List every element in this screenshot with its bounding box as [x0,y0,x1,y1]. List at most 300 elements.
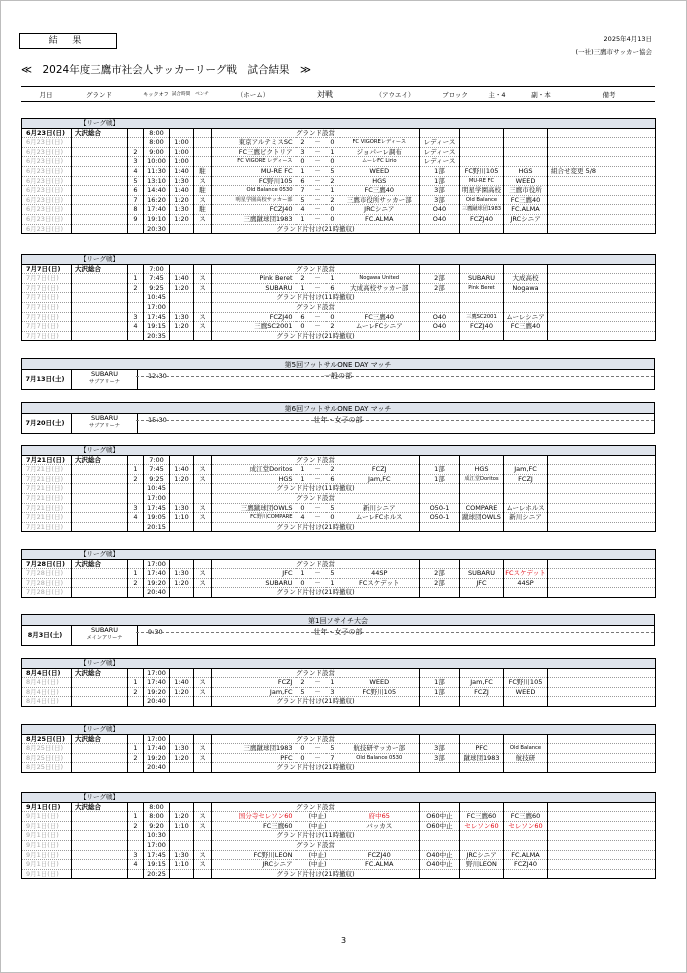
league-match-table [21,445,656,532]
bench-side: ス [194,176,212,186]
away-team: バッカス [366,821,393,830]
schedule-note: グランド設営 [212,668,420,678]
match-date: 8月4日(日) [26,687,59,696]
schedule-note: グランド片付け(11時撤収) [212,293,420,303]
away-team: Jam,FC [367,474,391,483]
schedule-row [22,293,656,303]
kickoff-time: 17:40 [144,205,170,215]
match-number: 1 [128,569,144,579]
kickoff-time: 8:00 [144,802,170,812]
match-number: 6 [128,186,144,196]
event-division: 壮年・女子の部 [313,628,363,636]
remarks [548,522,656,532]
away-team: 大成高校サッカー部 [350,283,409,292]
away-team: 府中65 [368,812,390,821]
bench-side [194,147,212,157]
block-division [420,331,460,341]
match-date: 7月7日(日) [26,264,61,273]
match-duration [170,484,194,494]
away-team: JRCシニア [364,205,395,214]
kickoff-time: 9:00 [144,147,170,157]
match-duration [170,734,194,744]
block-division: 1部 [420,687,460,697]
referee-assistant: 大成高校 [504,274,548,284]
match-duration [170,869,194,879]
home-team: FC野川COMPARE [212,513,296,523]
match-number [128,697,144,707]
block-division: 1部 [420,176,460,186]
home-team: PFC [212,753,296,763]
referee-chief: Old Balance [460,195,504,205]
away-team: FC.ALMA [365,214,394,223]
event-time: 9:30 [148,628,163,636]
ground-name [72,157,128,167]
bench-side: ス [194,812,212,822]
block-division [420,802,460,812]
score-dash: － [314,214,321,223]
match-duration [170,588,194,598]
remarks [548,195,656,205]
schedule-row [22,224,656,234]
kickoff-time: 19:15 [144,860,170,870]
bench-side [194,588,212,598]
block-division [420,302,460,312]
block-division [420,493,460,503]
block-division: レディース [420,157,460,167]
bench-side [194,734,212,744]
block-division: レディース [420,138,460,148]
remarks [548,668,656,678]
league-match-table [21,792,656,879]
match-duration [170,668,194,678]
remarks [548,744,656,754]
match-status: (中止) [308,850,327,859]
league-match-table [21,724,656,773]
match-duration: 1:20 [170,195,194,205]
kickoff-time: 20:40 [144,763,170,773]
ground-name [72,322,128,332]
kickoff-time: 7:00 [144,455,170,465]
bench-side [194,802,212,812]
referee-assistant: 航技研 [504,753,548,763]
schedule-note: グランド設営 [212,840,420,850]
match-number: 4 [128,860,144,870]
match-number [128,128,144,138]
away-score: 2 [330,322,335,331]
bench-side: ス [194,214,212,224]
referee-chief: SUBARU [460,569,504,579]
referee-assistant: FC.ALMA [504,850,548,860]
referee-assistant [504,331,548,341]
referee-assistant: FC野川105 [504,678,548,688]
block-division [420,763,460,773]
remarks [548,283,656,293]
referee-assistant [504,157,548,167]
home-team: 成江堂Doritos [212,465,296,475]
block-division: 3部 [420,753,460,763]
away-score: 0 [330,312,335,321]
match-number: 5 [128,176,144,186]
venue-sub: サブアリーナ [89,423,120,429]
bench-side [194,763,212,773]
ground-name [72,195,128,205]
col-versus: 対戦 [295,87,355,102]
ground-name [72,474,128,484]
kickoff-time: 17:00 [144,840,170,850]
match-number [128,559,144,569]
block-division: 3部 [420,186,460,196]
match-row [22,753,656,763]
kickoff-time: 19:20 [144,578,170,588]
away-score: 2 [330,465,335,474]
referee-chief: COMPARE [460,503,504,513]
block-division [420,484,460,494]
block-division: O40中止 [420,850,460,860]
schedule-note: グランド片付け(11時撤収) [212,484,420,494]
schedule-note: グランド片付け(11時撤収) [212,831,420,841]
match-row [22,322,656,332]
event-row [21,626,655,646]
match-duration: 1:20 [170,687,194,697]
venue-name: SUBARU [90,370,119,378]
match-duration: 1:10 [170,821,194,831]
referee-chief [460,734,504,744]
referee-assistant: FCZJ [504,474,548,484]
match-row [22,474,656,484]
home-score: 6 [300,312,305,321]
match-number: 1 [128,465,144,475]
remarks [548,484,656,494]
league-match-table [21,549,656,598]
block-division: レディース [420,147,460,157]
referee-chief: 成江堂Doritos [460,474,504,484]
referee-chief: FC三鷹60 [460,812,504,822]
remarks [548,734,656,744]
remarks [548,138,656,148]
block-division: O40 [420,205,460,215]
referee-assistant [504,697,548,707]
bench-side [194,559,212,569]
block-division [420,455,460,465]
schedule-row [22,264,656,274]
ground-name [72,697,128,707]
match-number [128,802,144,812]
match-row [22,821,656,831]
match-number [128,455,144,465]
ground-name [72,503,128,513]
home-team: Old Balance 0530 [212,186,296,196]
away-score: 1 [330,678,335,687]
referee-chief: FCZJ40 [460,322,504,332]
match-duration: 1:30 [170,569,194,579]
home-score: 4 [300,205,305,214]
referee-assistant: FC.ALMA [504,205,548,215]
event-row [21,370,655,390]
match-duration: 1:20 [170,812,194,822]
ground-name [72,205,128,215]
referee-assistant: FC三鷹40 [504,195,548,205]
match-date: 7月21日(日) [26,474,63,483]
home-score: 0 [300,503,305,512]
referee-assistant: Old Balance [504,744,548,754]
ground-name [72,753,128,763]
league-match-table [21,254,656,341]
match-row [22,812,656,822]
referee-assistant: 44SP [504,578,548,588]
col-blank [127,87,143,102]
match-duration: 1:40 [170,465,194,475]
score-dash: － [314,687,321,696]
block-division [420,264,460,274]
away-team: FC VIGOREレディース [352,139,407,146]
block-division: O40 [420,322,460,332]
home-team: SUBARU [212,283,296,293]
schedule-row [22,302,656,312]
ground-name [72,578,128,588]
kickoff-time: 14:40 [144,186,170,196]
referee-assistant [504,668,548,678]
bench-side: ス [194,465,212,475]
kickoff-time: 20:40 [144,697,170,707]
remarks [548,821,656,831]
referee-assistant: Nogawa [504,283,548,293]
block-division: 2部 [420,283,460,293]
ground-name: 大沢総合 [72,559,128,569]
referee-assistant [504,302,548,312]
venue-name: SUBARU [90,626,119,634]
remarks [548,312,656,322]
referee-chief [460,147,504,157]
bench-side: ス [194,312,212,322]
kickoff-time: 20:40 [144,588,170,598]
match-number: 2 [128,753,144,763]
match-date: 7月21日(日) [26,455,66,464]
score-dash: － [314,744,321,753]
venue-sub: メインアリーナ [86,635,123,641]
block-division [420,522,460,532]
match-number: 3 [128,312,144,322]
match-number [128,302,144,312]
block-division: O60中止 [420,812,460,822]
bench-side: ス [194,678,212,688]
match-row [22,503,656,513]
schedule-note: グランド設営 [212,128,420,138]
bench-side: ス [194,195,212,205]
referee-assistant: FCZJ40 [504,860,548,870]
match-duration: 1:30 [170,850,194,860]
away-team: WEED [369,678,390,687]
match-date: 7月7日(日) [26,283,59,292]
remarks [548,831,656,841]
referee-chief [460,128,504,138]
schedule-note: グランド片付け(21時撤収) [212,869,420,879]
bench-side: ス [194,283,212,293]
referee-assistant: HGS [504,166,548,176]
away-score: 1 [330,578,335,587]
referee-chief: HGS [460,465,504,475]
bench-side [194,128,212,138]
referee-chief [460,802,504,812]
away-team: 三鷹市役所サッカー部 [346,195,412,204]
block-division [420,840,460,850]
schedule-note: グランド設営 [212,559,420,569]
referee-assistant: セレソン60 [504,821,548,831]
remarks [548,588,656,598]
block-division [420,697,460,707]
score-dash: － [314,176,321,185]
away-team: WEED [369,166,390,175]
match-duration: 1:00 [170,157,194,167]
referee-chief: FCZJ [460,687,504,697]
home-team: 三鷹蹴球団1983 [212,214,296,224]
home-score: 7 [300,186,305,195]
remarks [548,812,656,822]
match-number: 9 [128,214,144,224]
referee-chief: 三鷹蹴球団1983 [460,205,504,215]
match-row [22,274,656,284]
home-score: 3 [300,147,305,156]
match-row [22,678,656,688]
away-score: 2 [330,176,335,185]
block-division: O40中止 [420,860,460,870]
referee-assistant [504,588,548,598]
kickoff-time: 17:00 [144,734,170,744]
referee-assistant: 新川シニア [504,513,548,523]
home-score: 2 [300,138,305,147]
remarks: 組合せ変更 5/8 [548,166,656,176]
home-score: 1 [300,465,305,474]
event-title-band: 第5回フットサルONE DAY マッチ [21,358,655,370]
referee-assistant [504,484,548,494]
referee-chief [460,522,504,532]
schedule-row [22,455,656,465]
match-duration: 1:20 [170,214,194,224]
home-score: 0 [300,322,305,331]
referee-assistant [504,559,548,569]
remarks [548,205,656,215]
home-team: FC野川105 [212,176,296,186]
match-date: 6月23日(日) [26,128,66,137]
ground-name [72,493,128,503]
ground-name [72,484,128,494]
column-header-row [21,86,655,102]
bench-side: ス [194,860,212,870]
referee-chief [460,559,504,569]
score-dash: － [314,569,321,578]
referee-chief [460,138,504,148]
match-date: 7月28日(日) [26,588,63,597]
match-number: 2 [128,283,144,293]
event-date: 8月3日(土) [27,631,63,639]
match-duration: 1:30 [170,176,194,186]
bench-side: ス [194,503,212,513]
referee-chief [460,302,504,312]
schedule-row [22,484,656,494]
match-row [22,465,656,475]
section-label: 【リーグ戦】 [22,659,656,669]
remarks [548,753,656,763]
score-dash: － [314,465,321,474]
away-team: 44SP [371,569,388,578]
match-number: 4 [128,513,144,523]
venue-name: SUBARU [90,414,119,422]
block-division: O40 [420,312,460,322]
match-date: 7月7日(日) [26,331,59,340]
ground-name [72,312,128,322]
match-row [22,283,656,293]
referee-chief: セレソン60 [460,821,504,831]
ground-name [72,331,128,341]
referee-chief [460,484,504,494]
bench-side [194,264,212,274]
ground-name [72,860,128,870]
match-date: 8月25日(日) [26,734,66,743]
score-dash: － [314,474,321,483]
ground-name [72,763,128,773]
remarks [548,513,656,523]
home-team: 東京アルテミスSC [212,138,296,148]
match-duration [170,224,194,234]
home-team: FCZJ [212,678,296,688]
block-division: O60中止 [420,821,460,831]
match-duration: 1:40 [170,274,194,284]
match-date: 6月23日(日) [26,186,63,195]
away-score: 6 [330,474,335,483]
schedule-note: グランド設営 [212,455,420,465]
match-status: (中止) [308,860,327,869]
referee-assistant: WEED [504,176,548,186]
match-number: 2 [128,474,144,484]
away-team: ムーレFCシニア [355,322,403,331]
away-score: 6 [330,283,335,292]
match-number: 2 [128,147,144,157]
score-dash: － [314,138,321,147]
away-score: 0 [330,157,335,166]
home-team: FC三鷹ビクトリア [212,147,296,157]
kickoff-time: 20:15 [144,522,170,532]
ground-name [72,283,128,293]
match-date: 6月23日(日) [26,176,63,185]
venue-sub: サブアリーナ [89,379,120,385]
remarks [548,869,656,879]
schedule-row [22,128,656,138]
home-team: FC野川LEON [212,850,296,860]
match-date: 8月4日(日) [26,668,61,677]
ground-name [72,744,128,754]
col-assistant-referee: 副・本 [519,87,563,102]
match-date: 8月4日(日) [26,678,59,687]
score-dash: － [314,312,321,321]
col-remarks: 備考 [563,87,655,102]
score-dash: － [314,678,321,687]
ground-name [72,850,128,860]
remarks [548,214,656,224]
match-date: 8月25日(日) [26,763,63,772]
match-row [22,312,656,322]
ground-name [72,176,128,186]
section-label: 【リーグ戦】 [22,446,656,456]
away-score: 1 [330,274,335,283]
match-number [128,293,144,303]
match-date: 9月1日(日) [26,850,59,859]
kickoff-time: 9:25 [144,474,170,484]
ground-name [72,687,128,697]
home-team: JRCシニア [212,860,296,870]
remarks [548,264,656,274]
match-duration [170,493,194,503]
kickoff-time: 7:45 [144,274,170,284]
bench-side: ス [194,274,212,284]
